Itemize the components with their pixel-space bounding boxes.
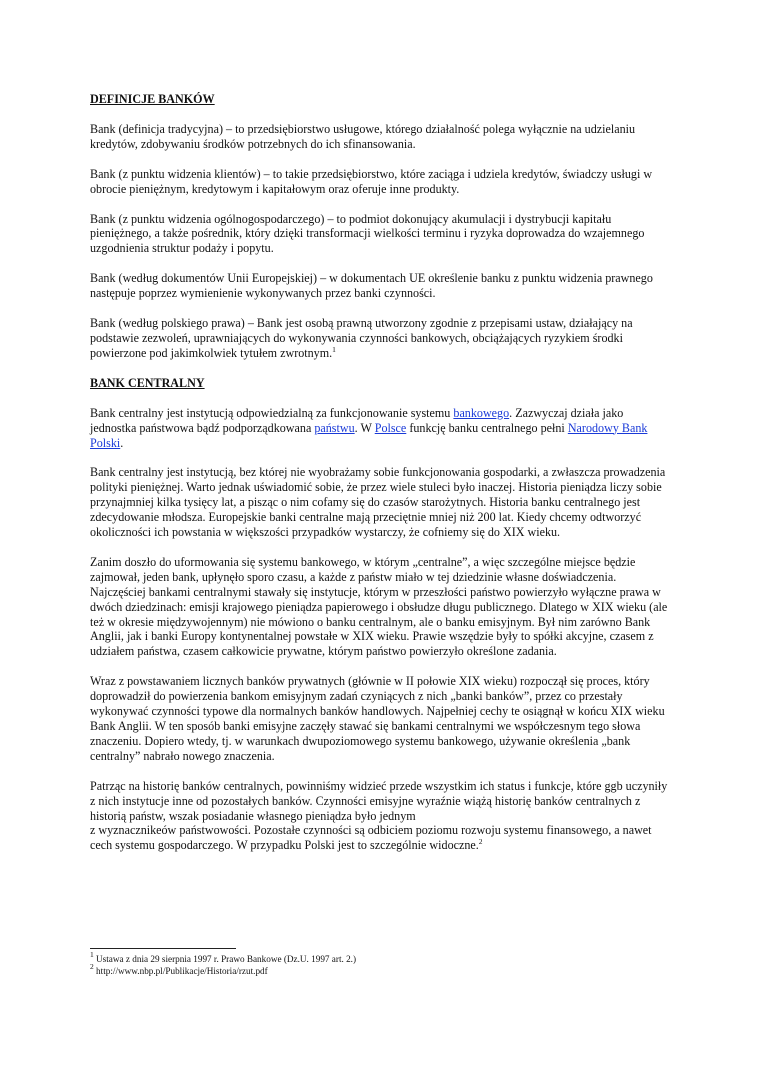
link-polsce[interactable]: Polsce bbox=[374, 420, 407, 435]
paragraph-bank-centralny-intro bbox=[90, 406, 670, 451]
intro-text-e: . bbox=[120, 435, 124, 450]
intro-text-a: Bank centralny jest instytucją odpowiedzialną za funkcjonowanie systemu bbox=[90, 405, 454, 420]
heading-bank-centralny: BANK CENTRALNY bbox=[90, 375, 205, 390]
paragraph-status-functions-a: Patrząc na historię banków centralnych, powinniśmy widzieć przede wszystkim ich status i funkcje, które ggb uczyniły z nich instytucje inne od pozostałych banków. Czynności emisyjne wyraźnie wiążą historię banków centralnych z historią państw, wszak posiadanie własnego pieniądza było jednym bbox=[90, 778, 668, 823]
paragraph-private-banks: Wraz z powstawaniem licznych banków prywatnych (głównie w II połowie XIX wieku) rozpoczął się proces, który doprowadził do powierzenia bankom emisyjnym zadań czyniących z nich „banki banków”, przez co przestały wykonywać czynności typowe dla normalnych banków handlowych. Najpełniej cechy te osiągnął w końcu XIX wieku Bank Anglii. W ten sposób banki emisyjne zaczęły stawać się bankami centralnymi we współczesnym tego słowa znaczeniu. Dopiero wtedy, tj. w warunkach dwupoziomowego systemu bankowego, używanie określenia „bank centralny” nabrało nowego znaczenia. bbox=[90, 674, 665, 763]
intro-text-d: funkcję banku centralnego pełni bbox=[406, 420, 568, 435]
paragraph-def-traditional: Bank (definicja tradycyjna) – to przedsiębiorstwo usługowe, którego działalność polega wyłącznie na udzielaniu kredytów, zdobywaniu środków potrzebnych do ich sfinansowania. bbox=[90, 121, 636, 151]
footnote-ref-1[interactable]: 1 bbox=[332, 344, 336, 354]
paragraph-def-clients: Bank (z punktu widzenia klientów) – to takie przedsiębiorstwo, które zaciąga i udziela kredytów, świadczy usługi w obrocie pieniężnym, kredytowym i kapitałowym oraz oferuje inne produkty. bbox=[90, 166, 653, 196]
footnote-1-number: 1 bbox=[90, 950, 94, 959]
footnote-2-number: 2 bbox=[90, 962, 94, 971]
paragraph-def-eu: Bank (według dokumentów Unii Europejskiej) – w dokumentach UE określenie banku z punktu widzenia prawnego następuje poprzez wymienienie wykonywanych przez banki czynności. bbox=[90, 271, 653, 301]
footnote-2 bbox=[90, 962, 670, 977]
footnote-2-text: http://www.nbp.pl/Publikacje/Historia/rzut.pdf bbox=[96, 966, 268, 976]
intro-text-b: . Zazwyczaj działa jako jednostka państwowa bądź podporządkowana bbox=[90, 405, 624, 435]
paragraph-def-polish-law bbox=[90, 316, 670, 361]
link-bankowego[interactable]: bankowego bbox=[453, 405, 510, 420]
paragraph-formation: Zanim doszło do uformowania się systemu bankowego, w którym „centralne”, a więc szczególne miejsce będzie zajmował, jeden bank, upłynęło sporo czasu, a każde z państw miało w tej dziedzinie własne doświadczenia. Najczęściej bankami centralnymi stawały się instytucje, którym w przeszłości państwo powierzyło wyłączne prawa w dwóch dziedzinach: emisji krajowego pieniądza papierowego i obsłudze długu publicznego. Dlatego w XIX wieku (ale też w okresie międzywojennym) nie mówiono o banku centralnym, ale o banku emisyjnym. Był nim zarówno Bank Anglii, jak i banki Europy kontynentalnej powstałe w XIX wieku. Prawie wszędzie były to spółki akcyjne, czasem z udziałem państwa, czasem całkowicie prywatne, którym państwo powierzyło określone zadania. bbox=[90, 554, 668, 659]
footnote-1-text: Ustawa z dnia 29 sierpnia 1997 r. Prawo Bankowe (Dz.U. 1997 art. 2.) bbox=[96, 954, 357, 964]
footnote-ref-2[interactable]: 2 bbox=[478, 837, 483, 847]
footnote-1 bbox=[90, 950, 670, 965]
paragraph-status-functions bbox=[90, 779, 670, 854]
paragraph-history-money: Bank centralny jest instytucją, bez której nie wyobrażamy sobie funkcjonowania gospodarki, a zwłaszcza prowadzenia polityki pieniężnej. Warto jednak uświadomić sobie, że przez wiele stuleci było inaczej. Historia pieniądza liczy sobie przynajmniej kilka tysięcy lat, a pisząc o nim cofamy się do czasów starożytnych. Historia banku centralnego jest zdecydowanie młodsza. Europejskie banki centralne mają przeciętnie mniej niż 200 lat. Kiedy chcemy odtworzyć okoliczności ich powstania w większości przypadków wystarczy, że cofniemy się do XIX wieku. bbox=[90, 465, 666, 540]
link-narodowy-bank-polski[interactable]: Narodowy Bank Polski bbox=[90, 420, 648, 450]
paragraph-def-economy: Bank (z punktu widzenia ogólnogospodarczego) – to podmiot dokonujący akumulacji i dystrybucji kapitału pieniężnego, a także pośrednik, który dzięki transformacji wielkości terminu i ryzyka doprowadza do wzajemnego uzgodnienia struktur podaży i popytu. bbox=[90, 211, 645, 256]
footnotes bbox=[90, 948, 670, 977]
paragraph-status-functions-b: z wyznacznikeów państwowości. Pozostałe czynności są odbiciem poziomu rozwoju systemu finansowego, a nawet cech systemu gospodarczego. W przypadku Polski jest to szczególnie widoczne. bbox=[90, 823, 652, 853]
heading-definicje: DEFINICJE BANKÓW bbox=[90, 92, 215, 106]
footnote-separator bbox=[90, 948, 236, 949]
intro-text-c: . W bbox=[354, 420, 375, 435]
document-body bbox=[90, 92, 670, 853]
link-panstwu[interactable]: państwu bbox=[314, 420, 355, 435]
paragraph-def-polish-law-text: Bank (według polskiego prawa) – Bank jest osobą prawną utworzony zgodnie z przepisami ustaw, działający na podstawie zezwoleń, uprawniających do wykonywania czynności bankowych, obciążających ryzykiem środki powierzone pod jakimkolwiek tytułem zwrotnym. bbox=[90, 316, 633, 360]
